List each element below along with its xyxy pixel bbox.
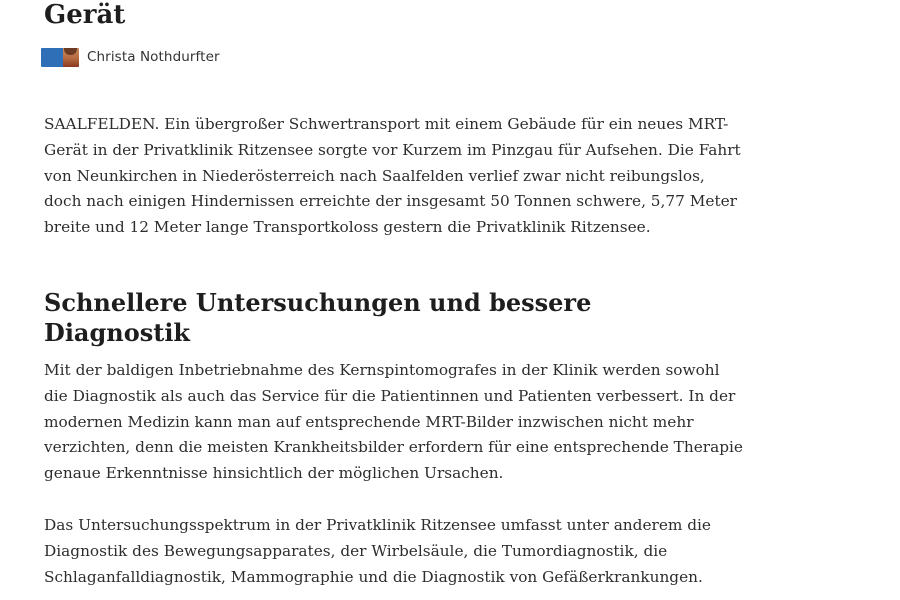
article-headline [44, 0, 744, 30]
byline [41, 46, 220, 68]
article-paragraph-1: SAALFELDEN. Ein übergroßer Schwertransport mit einem Gebäude für ein neues MRT-Gerät in der Privatklinik Ritzensee sorgte vor Kurzem im Pinzgau für Aufsehen. Die Fahrt von Neunkirchen in Niederösterreich nach Saalfelden verlief zwar nicht reibungslos, doch nach einigen Hindernissen erreichte der insgesamt 50 Tonnen schwere, 5,77 Meter breite und 12 Meter lange Transportkoloss gestern die Privatklinik Ritzensee. [44, 115, 741, 237]
article-subheading: Schnellere Untersuchungen und bessere Diagnostik [44, 288, 592, 347]
author-avatar-icon[interactable] [41, 48, 79, 67]
article-paragraph-3: Das Untersuchungsspektrum in der Privatklinik Ritzensee umfasst unter anderem die Diagnostik des Bewegungsapparates, der Wirbelsäule, die Tumordiagnostik, die Schlaganfalldiagnostik, Mammographie und die Diagnostik von Gefäßerkrankungen. [44, 516, 711, 586]
article-paragraph-2: Mit der baldigen Inbetriebnahme des Kernspintomografes in der Klinik werden sowohl die Diagnostik als auch das Service für die Patientinnen und Patienten verbessert. In der modernen Medizin kann man auf entsprechende MRT-Bilder inzwischen nicht mehr verzichten, denn die meisten Krankheitsbilder erfordern für eine entsprechende Therapie genaue Erkenntnisse hinsichtlich der möglichen Ursachen. [44, 361, 743, 483]
headline-line-2: Gerät [44, 0, 126, 30]
author-name[interactable]: Christa Nothdurfter [87, 49, 220, 65]
